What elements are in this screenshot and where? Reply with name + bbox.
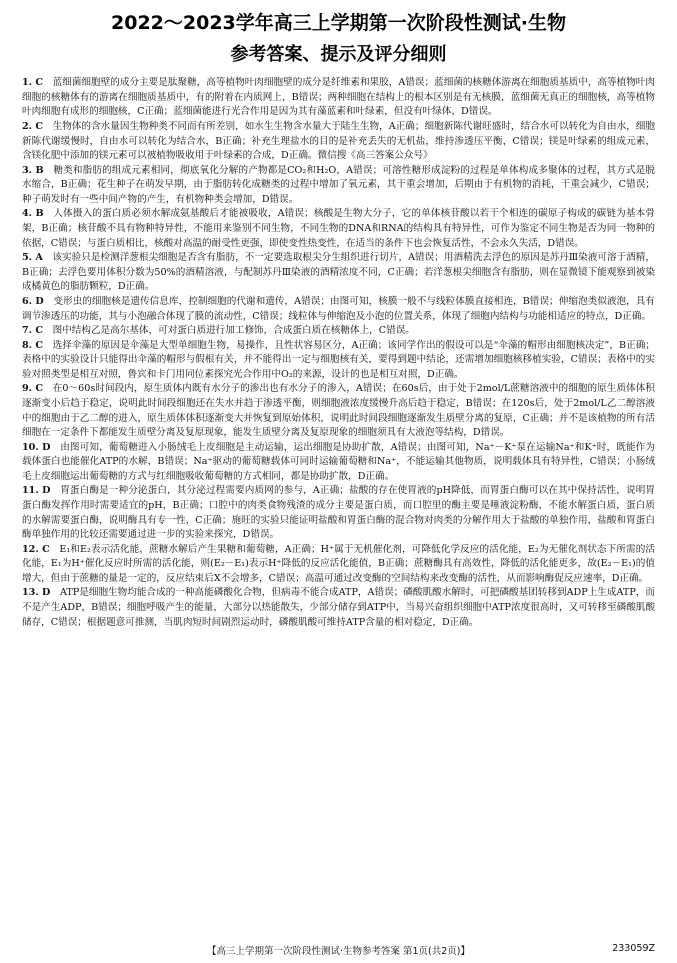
answer-explanation: ATP是细胞生物均能合成的一种高能磷酸化合物，但病毒不能合成ATP，A错误；磷酸肌酸水解时，可把磷酸基团转移到ADP上生成ATP，而不是产生ADP，B错误；细胞呼吸产生的能量，大部分以热能散失，少部分储存到ATP中，当易兴奋组织细胞中ATP浓度很高时，又可转移至磷酸肌酸储存，C错误；根据题意可推测，当肌肉短时间剧烈运动时，磷酸肌酸可维持ATP含量的相对稳定，D正确。 — [22, 587, 655, 628]
answer-number: 7. C — [22, 325, 43, 337]
answer-number: 1. C — [22, 77, 44, 89]
answer-item — [22, 586, 655, 630]
answer-number: 13. D — [22, 587, 51, 599]
answer-number: 4. B — [22, 208, 44, 220]
answer-list — [22, 76, 655, 630]
answer-number: 8. C — [22, 339, 44, 351]
answer-explanation: 蓝细菌细胞壁的成分主要是肽聚糖，高等植物叶肉细胞壁的成分是纤维素和果胶，A错误；蓝细菌的核糖体游离在细胞质基质中，高等植物叶肉细胞的核糖体有的游离在细胞质基质中，有的附着在内质网上，B错误；两种细胞在结构上的根本区别是有无核膜，蓝细菌无真正的细胞核，高等植物叶肉细胞有成形的细胞核，C正确；蓝细菌能进行光合作用是因为其有藻蓝素和叶绿素，但没有叶绿体，D错误。 — [22, 77, 655, 118]
answer-explanation: 生物体的含水量因生物种类不同而有所差别，如水生生物含水量大于陆生生物，A正确；细胞新陈代谢旺盛时，结合水可以转化为自由水，细胞新陈代谢缓慢时，自由水可以转化为结合水，B正确；补充生理盐水的目的是补充丢失的无机盐，维持渗透压平衡，C错误；镁是叶绿素的组成元素，含镁化肥中添加的镁元素可以被植物吸收用于叶绿素的合成，D正确。微信搜《高三答案公众号》 — [22, 120, 655, 162]
exam-code: 233059Z — [612, 943, 655, 954]
answer-number: 11. D — [22, 485, 51, 497]
answer-item — [22, 543, 655, 587]
answer-number: 6. D — [22, 295, 44, 307]
document-title: 2022～2023学年高三上学期第一次阶段性测试·生物 — [111, 12, 566, 34]
answer-item — [22, 120, 655, 164]
document-subtitle: 参考答案、提示及评分细则 — [230, 43, 447, 65]
answer-item — [22, 382, 655, 440]
answer-explanation: 该实验只是检测洋葱根尖细胞是否含有脂肪，不一定要选取根尖分生组织进行切片，A错误；用酒精洗去浮色的原因是苏丹Ⅲ染液可溶于酒精，B正确；去浮色要用体积分数为50%的酒精溶液，与配制苏丹Ⅲ染液的酒精浓度不同，C正确；若洋葱根尖细胞含有脂肪，则在显微镜下能观察到被染成橘黄色的脂肪颗粒，D正确。 — [22, 252, 655, 293]
answer-item — [22, 339, 655, 383]
answer-item — [22, 324, 655, 339]
answer-number: 3. B — [22, 164, 44, 176]
answer-item — [22, 295, 655, 324]
answer-explanation: E₁和E₂表示活化能，蔗糖水解后产生果糖和葡萄糖，A正确；H⁺属于无机催化剂，可降低化学反应的活化能，E₂为无催化剂状态下所需的活化能，E₁为H⁺催化反应时所需的活化能，则(E₂－E₁)表示H⁺降低的反应活化能值，B正确；蔗糖酶具有高效性，降低的活化能更多，故(E₂－E₁)的值增大，但由于蔗糖的量是一定的，反应结束后X不会增多，C错误；高温可通过改变酶的空间结构来改变酶的活性，从而影响酶促反应速率，D正确。 — [22, 543, 655, 584]
answer-number: 9. C — [22, 383, 44, 395]
answer-item — [22, 441, 655, 485]
answer-explanation: 在0～60s时间段内，原生质体内既有水分子的渗出也有水分子的渗入，A错误；在60s后，由于处于2mol/L蔗糖溶液中的细胞的原生质体体积逐渐变小后趋于稳定，说明此时间段细胞还在失水并趋于渗透平衡，则细胞液浓度缓慢升高后趋于稳定，B错误；在120s后，处于2mol/L乙二醇溶液中的细胞由于乙二醇的进入，原生质体体积逐渐变大并恢复到原始体积，说明此时间段细胞逐渐发生质壁分离的复原，C正确；并不是该植物的所有活细胞在一定条件下都能发生质壁分离及复原现象，能发生质壁分离及复原现象的细胞须具有大液泡等结构，D错误。 — [22, 383, 655, 439]
answer-number: 12. C — [22, 543, 50, 555]
answer-explanation: 变形虫的细胞核是遗传信息库，控制细胞的代谢和遗传，A错误；由图可知，核膜一般不与线粒体膜直接相连，B错误；伸缩泡类似液泡，具有调节渗透压的功能，其与小泡融合体现了膜的流动性，C错误；线粒体与伸缩泡及小泡的位置关系，体现了细胞内结构与功能相适应的特点，D正确。 — [22, 295, 655, 322]
answer-item — [22, 76, 655, 120]
answer-item — [22, 484, 655, 542]
answer-explanation: 糖类和脂肪的组成元素相同，彻底氧化分解的产物都是CO₂和H₂O，A错误；可溶性糖形成淀粉的过程是单体构成多聚体的过程，其方式是脱水缩合，B正确；花生种子在萌发早期，由于脂肪转化成糖类的过程中增加了氧元素，其干重会增加，后期由于有机物的消耗，干重会减少，C错误；种子萌发时有一些中间产物的产生，有机物种类会增加，D错误。 — [22, 164, 656, 205]
answer-explanation: 由图可知，葡萄糖进入小肠绒毛上皮细胞是主动运输，运出细胞是协助扩散，A错误；由图可知，Na⁺－K⁺泵在运输Na⁺和K⁺时，既能作为载体蛋白也能催化ATP的水解，B错误；Na⁺驱动的葡萄糖载体可同时运输葡萄糖和Na⁺，不能运输其他物质，说明载体具有特异性，C错误；小肠绒毛上皮细胞运出葡萄糖的方式与红细胞吸收葡萄糖的方式相同，都是协助扩散，D正确。 — [22, 441, 655, 482]
page-footer — [22, 943, 655, 957]
answer-explanation: 胃蛋白酶是一种分泌蛋白，其分泌过程需要内质网的参与，A正确；盐酸的存在使胃液的pH降低，而胃蛋白酶可以在其中保持活性，说明胃蛋白酶发挥作用时需要适宜的pH，B正确；口腔中的肉类食物残渣的成分主要是蛋白质，而口腔里的酶主要是唾液淀粉酶，不能水解蛋白质，蛋白质的水解需要蛋白酶，说明酶具有专一性，C正确；施旺的实验只能证明盐酸和胃蛋白酶的混合物对肉类的分解作用大于盐酸的单独作用，盐酸和胃蛋白酶单独作用的比较还需要通过进一步的实验来探究，D错误。 — [22, 485, 655, 541]
answer-item — [22, 164, 655, 208]
answer-number: 10. D — [22, 441, 51, 453]
answer-item — [22, 207, 655, 251]
answer-number: 5. A — [22, 252, 43, 264]
answer-item — [22, 251, 655, 295]
answer-explanation: 选择伞藻的原因是伞藻是大型单细胞生物，易操作，且性状容易区分，A正确；该同学作出的假设可以是“伞藻的帽形由细胞核决定”，B正确；表格中的实验设计只能得出伞藻的帽形与假根有关，并不能得出一定与细胞核有关，要得到题中结论，还需增加细胞核移植实验，C错误；表格中的实验对照类型是相互对照，鲁宾和卡门用同位素探究光合作用中O₂的来源，设计的也是相互对照，D正确。 — [22, 339, 655, 380]
answer-number: 2. C — [22, 120, 44, 132]
answer-explanation: 图中结构乙是高尔基体，可对蛋白质进行加工修饰，合成蛋白质在核糖体上，C错误。 — [52, 325, 415, 337]
answer-explanation: 人体摄入的蛋白质必须水解成氨基酸后才能被吸收，A错误；核酸是生物大分子，它的单体核苷酸以若干个相连的碳原子构成的碳链为基本骨架，B正确；核苷酸不具有物种特异性，不能用来鉴别不同生物，不同生物的DNA和RNA的结构具有特异性，可作为鉴定不同生物是否为同一物种的依据，C错误；与蛋白质相比，核酸对高温的耐受性更强，即使变性热变性，在适当的条件下也会恢复活性，不会永久失活，D错误。 — [22, 208, 655, 249]
footer-text: 【高三上学期第一次阶段性测试·生物参考答案 第1页(共2页)】 — [206, 946, 471, 957]
